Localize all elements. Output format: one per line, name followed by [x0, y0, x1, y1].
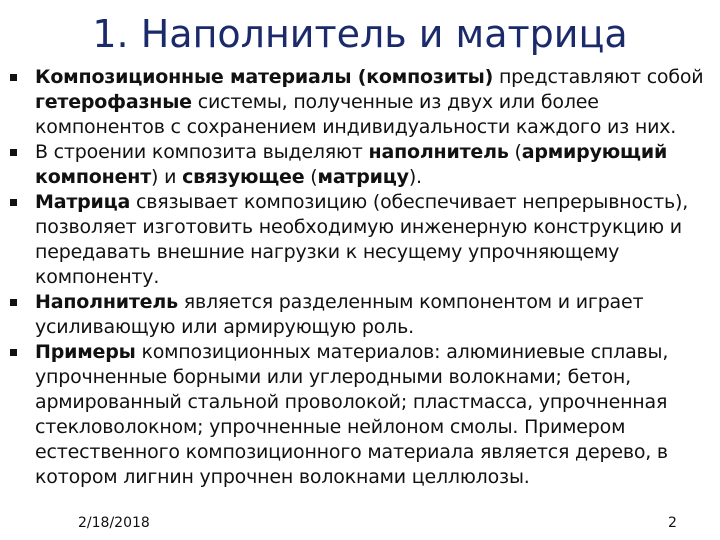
bold-text-run: Композиционные материалы (композиты): [35, 66, 494, 88]
text-run: В строении композита выделяют: [35, 141, 369, 163]
bullet-marker-icon: [10, 149, 17, 156]
bullet-marker-icon: [10, 299, 17, 306]
bold-text-run: связующее: [182, 166, 305, 188]
page-number: 2: [668, 515, 677, 531]
text-run: (: [508, 141, 522, 163]
bold-text-run: Матрица: [35, 191, 131, 213]
bold-text-run: матрицу: [317, 166, 409, 188]
bold-text-run: Примеры: [35, 341, 136, 363]
bullet-item: [10, 140, 715, 190]
text-run: является разделенным компонентом и играет усиливающую или армирующую роль.: [35, 291, 644, 338]
footer-date: 2/18/2018: [78, 515, 150, 531]
bullet-text: [35, 291, 643, 338]
text-run: связывает композицию (обеспечивает непрерывность), позволяет изготовить необходимую инженерную конструкцию и передавать внешние нагрузки к несущему упрочняющему компоненту.: [35, 191, 689, 288]
bullet-text: [35, 141, 667, 188]
bullet-text: [35, 341, 668, 488]
bullet-item: [10, 340, 715, 490]
bullet-text: [35, 66, 703, 138]
text-run: системы, полученные из двух или более компонентов с сохранением индивидуальности каждого из них.: [35, 91, 677, 138]
bold-text-run: армирующий компонент: [35, 141, 668, 188]
slide-title: 1. Наполнитель и матрица: [92, 12, 628, 56]
bold-text-run: Наполнитель: [35, 291, 178, 313]
bold-text-run: гетерофазные: [35, 91, 192, 113]
text-run: ).: [408, 166, 422, 188]
bullet-item: [10, 65, 715, 140]
bullet-marker-icon: [10, 349, 17, 356]
bullet-item: [10, 190, 715, 290]
bullet-item: [10, 290, 715, 340]
text-run: (: [304, 166, 318, 188]
bullet-list: [10, 65, 715, 490]
text-run: представляют собой: [493, 66, 704, 88]
text-run: ) и: [151, 166, 183, 188]
bullet-marker-icon: [10, 74, 17, 81]
bullet-marker-icon: [10, 199, 17, 206]
bullet-text: [35, 191, 688, 288]
text-run: композиционных материалов: алюминиевые сплавы, упрочненные борными или углеродными волокнами; бетон, армированный стальной проволокой; пластмасса, упрочненная стекловолокном; упрочненные нейлоном смолы. Примером естественного композиционного материала является дерево, в котором лигнин упрочнен волокнами целлюлозы.: [35, 341, 669, 488]
bold-text-run: наполнитель: [368, 141, 509, 163]
